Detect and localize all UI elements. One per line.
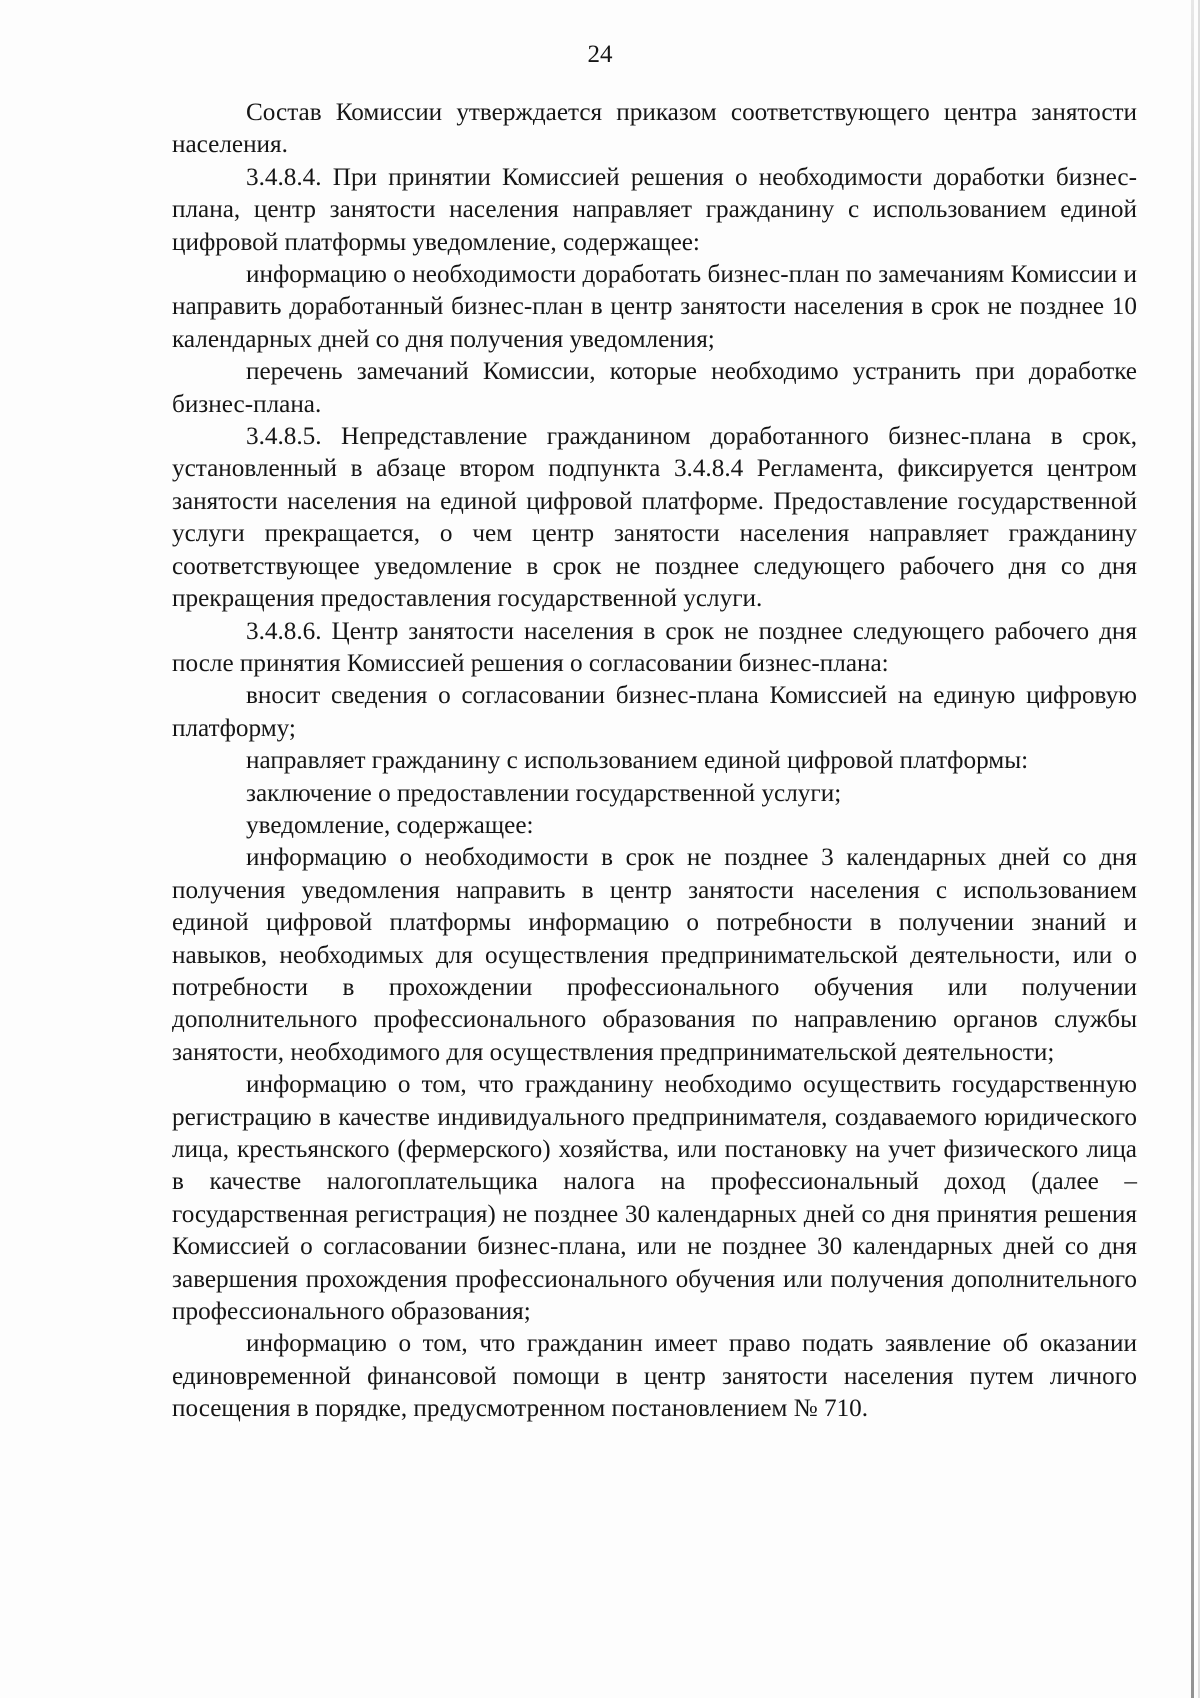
paragraph-send-to-citizen: направляет гражданину с использованием единой цифровой платформы: <box>246 747 1029 775</box>
page-number: 24 <box>587 41 613 68</box>
paragraph-conclusion: заключение о предоставлении государственной услуги; <box>246 779 842 807</box>
paragraph-financial-aid: информацию о том, что гражданин имеет право подать заявление об оказании единовременной финансовой помощи в центр занятости населения путем личного посещения в порядке, предусмотренном постановлением № 710. <box>172 1330 1137 1423</box>
paragraph-3-4-8-6: 3.4.8.6. Центр занятости населения в срок не позднее следующего рабочего дня после принятия Комиссией решения о согласовании бизнес-плана: <box>172 617 1137 677</box>
scan-edge-shadow <box>1191 0 1194 1698</box>
paragraph-rework-info: информацию о необходимости доработать бизнес-план по замечаниям Комиссии и направить доработанный бизнес-план в центр занятости населения в срок не позднее 10 календарных дней со дня получения уведомления; <box>172 261 1137 353</box>
paragraph-remarks-list: перечень замечаний Комиссии, которые необходимо устранить при доработке бизнес-плана. <box>172 358 1137 418</box>
paragraph-3-4-8-4: 3.4.8.4. При принятии Комиссией решения о необходимости доработки бизнес-плана, центр занятости населения направляет гражданину с использованием единой цифровой платформы уведомление, содержащее: <box>172 163 1137 256</box>
paragraph-state-registration: информацию о том, что гражданину необходимо осуществить государственную регистрацию в качестве индивидуального предпринимателя, создаваемого юридического лица, крестьянского (фермерского) хозяйства, или постановку на учет физического лица в качестве налогоплательщика налога на профессиональный доход (далее – государственная регистрация) не позднее 30 календарных дней со дня принятия решения Комиссией о согласовании бизнес-плана, или не позднее 30 календарных дней со дня завершения прохождения профессионального обучения или получения дополнительного профессионального образования; <box>172 1071 1137 1326</box>
paragraph-training-needs: информацию о необходимости в срок не позднее 3 календарных дней со дня получения уведомления направить в центр занятости населения с использованием единой цифровой платформы информацию о потребности в получении знаний и навыков, необходимых для осуществления предпринимательской деятельности, или о потребности в прохождении профессионального обучения или получении дополнительного профессионального образования по направлению органов службы занятости, необходимого для осуществления предпринимательской деятельности; <box>172 844 1137 1066</box>
paragraph-enter-info: вносит сведения о согласовании бизнес-плана Комиссией на единую цифровую платформу; <box>172 682 1137 742</box>
paragraph-commission-composition: Состав Комиссии утверждается приказом соответствующего центра занятости населения. <box>172 99 1137 159</box>
paragraph-3-4-8-5: 3.4.8.5. Непредставление гражданином доработанного бизнес-плана в срок, установленный в абзаце втором подпункта 3.4.8.4 Регламента, фиксируется центром занятости населения на единой цифровой платформе. Предоставление государственной услуги прекращается, о чем центр занятости населения направляет гражданину соответствующее уведомление в срок не позднее следующего рабочего дня со дня прекращения предоставления государственной услуги. <box>172 423 1137 613</box>
paragraph-notification: уведомление, содержащее: <box>246 811 534 839</box>
document-body <box>172 97 1137 1426</box>
